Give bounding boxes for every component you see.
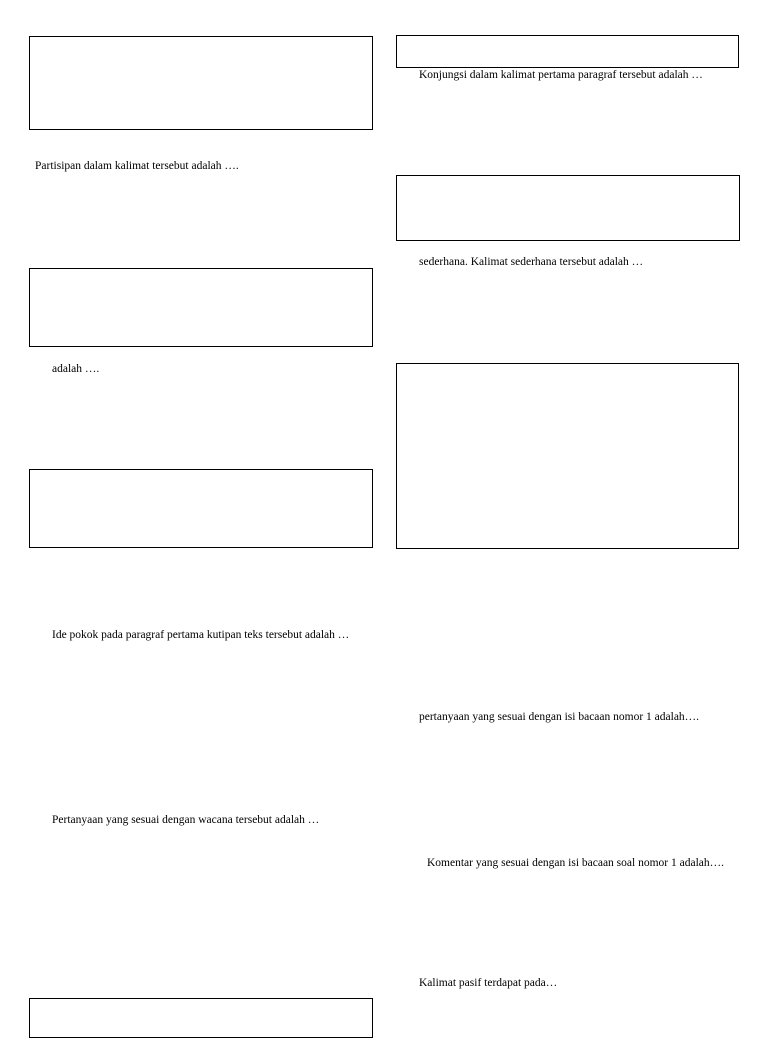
passage-box-7 [396, 363, 739, 549]
question-text: sederhana. Kalimat sederhana tersebut adalah … [419, 256, 644, 268]
question-text: Kalimat pasif terdapat pada… [419, 977, 558, 989]
question-text: pertanyaan yang sesuai dengan isi bacaan nomor 1 adalah…. [419, 711, 700, 723]
question-text: adalah …. [52, 363, 100, 375]
question-text: Pertanyaan yang sesuai dengan wacana tersebut adalah … [52, 814, 320, 826]
passage-box-2 [29, 268, 373, 347]
passage-box-6 [396, 175, 740, 241]
passage-box-1 [29, 36, 373, 130]
passage-box-4 [29, 998, 373, 1038]
passage-box-5 [396, 35, 739, 68]
question-text: Partisipan dalam kalimat tersebut adalah …. [35, 160, 239, 172]
question-text: Konjungsi dalam kalimat pertama paragraf tersebut adalah … [419, 69, 703, 81]
question-text: Ide pokok pada paragraf pertama kutipan teks tersebut adalah … [52, 629, 350, 641]
passage-box-3 [29, 469, 373, 548]
question-text: Komentar yang sesuai dengan isi bacaan soal nomor 1 adalah…. [427, 857, 724, 869]
